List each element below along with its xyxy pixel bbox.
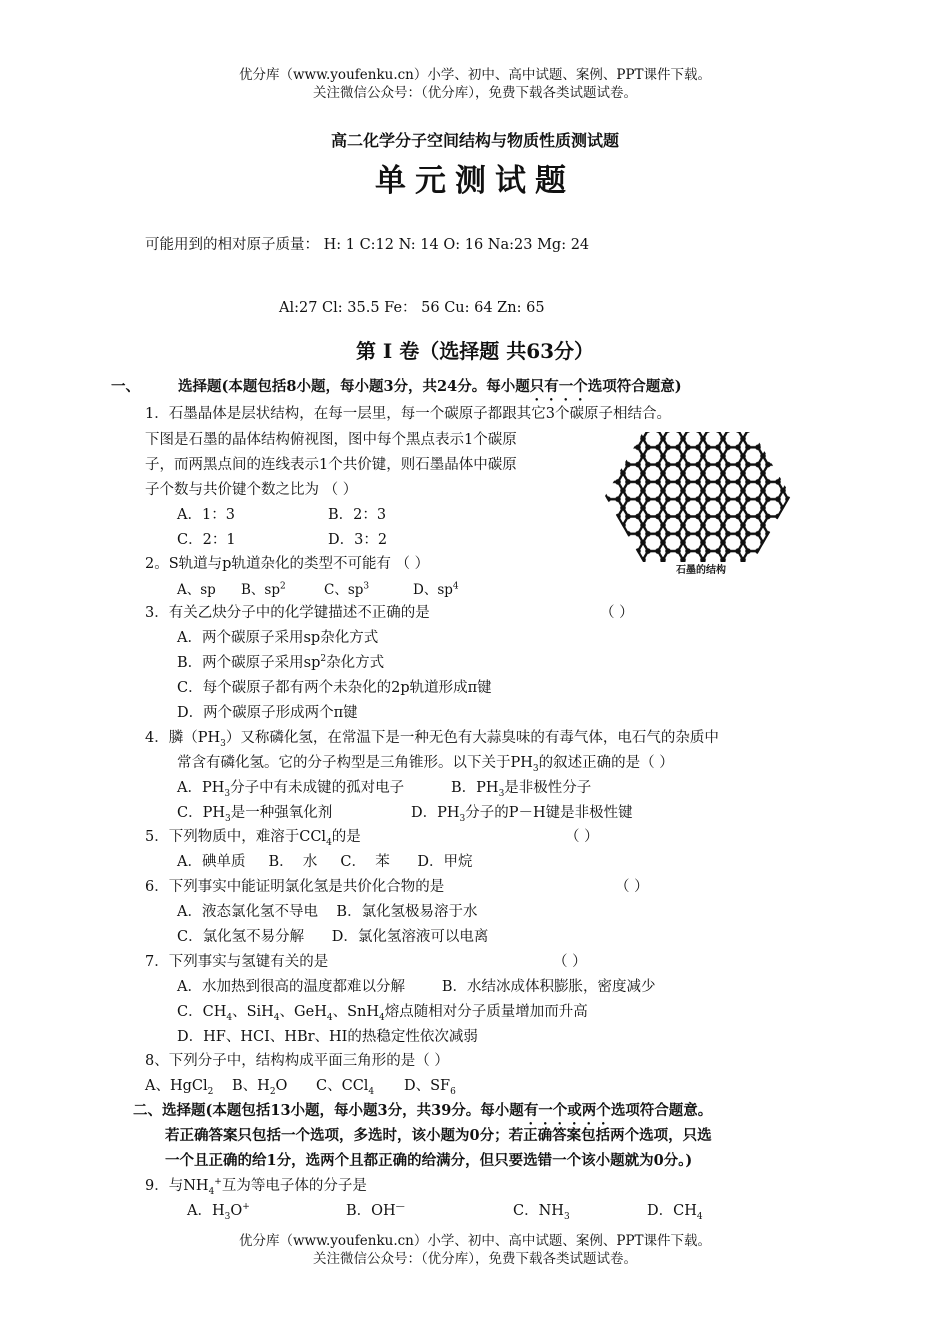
q1-line-4: 子个数与共价键个数之比为 （ ） — [145, 482, 358, 498]
atomic-mass-line-2: Al:27 Cl: 35.5 Fe： 56 Cu: 64 Zn: 65 — [279, 300, 545, 316]
q5-options: A．碘单质 B． 水 C． 苯 D．甲烷 — [177, 854, 473, 870]
q8-option-d: D、$SF_6$ — [404, 1078, 456, 1097]
q9-option-c: C．$NH_3$ — [513, 1203, 570, 1222]
q3-stem: 3．有关乙炔分子中的化学键描述不正确的是 — [145, 605, 430, 621]
q2-option-a: A、sp — [177, 582, 216, 598]
q1-option-d: D．3：2 — [328, 532, 388, 548]
q3-option-d: D．两个碳原子形成两个π键 — [177, 705, 358, 721]
q5-answer-paren: （ ） — [565, 829, 599, 845]
q4-line-1: 4．膦$(PH_3)$又称磷化氢，在常温下是一种无色有大蒜臭味的有毒气体，电石气的杂质中 — [145, 730, 719, 749]
graphite-structure-image — [603, 430, 793, 578]
q3-option-a: A．两个碳原子采用sp杂化方式 — [177, 630, 379, 646]
q8-option-b: B、$H_2O$ — [232, 1078, 288, 1097]
q6-options-cd: C．氯化氢不易分解 D．氯化氢溶液可以电离 — [177, 929, 489, 945]
q4-line-2: 常含有磷化氢。它的分子构型是三角锥形。以下关于$PH_3$的叙述正确的是（ ） — [177, 755, 674, 774]
q8-stem: 8、下列分子中，结构构成平面三角形的是（ ） — [145, 1053, 449, 1069]
footer-line-2: 关注微信公众号：（优分库），免费下载各类试题试卷。 — [313, 1251, 637, 1267]
q6-answer-paren: （ ） — [615, 879, 649, 895]
q2-option-b: B、$sp^2$ — [241, 581, 286, 598]
section-2-heading-line-1: 二、选择题(本题包括13小题，每小题3分，共39分。每小题有一个或两个选项符合题意。 — [133, 1102, 713, 1119]
q2-option-d: D、$sp^4$ — [413, 581, 459, 598]
q9-stem: 9．与$NH_4^+$互为等电子体的分子是 — [145, 1177, 367, 1197]
q1-line-3: 子，而两黑点间的连线表示1个共价键，则石墨晶体中碳原 — [145, 457, 517, 473]
header-line-2: 关注微信公众号：（优分库），免费下载各类试题试卷。 — [313, 85, 637, 101]
q8-option-c: C、CCl$_4$ — [316, 1078, 375, 1097]
graphite-caption: 石墨的结构 — [676, 565, 726, 576]
atomic-mass-line-1: 可能用到的相对原子质量： H: 1 C:12 N: 14 O: 16 Na:23 Mg: 24 — [145, 237, 590, 253]
header-line-1: 优分库（www.youfenku.cn）小学、初中、高中试题、案例、PPT课件下载。 — [238, 67, 712, 83]
q3-option-c: C．每个碳原子都有两个未杂化的2p轨道形成π键 — [177, 680, 492, 696]
q6-options-ab: A．液态氯化氢不导电 B．氯化氢极易溶于水 — [177, 904, 478, 920]
section-2-heading-line-3: 一个且正确的给1分，选两个且都正确的给满分，但只要选错一个该小题就为0分。) — [165, 1152, 693, 1169]
q7-option-d: D．HF、HCI、HBr、HI的热稳定性依次减弱 — [177, 1029, 478, 1045]
q4-option-a: A．$PH_3$分子中有未成键的孤对电子 — [177, 780, 405, 799]
q4-option-b: B．$PH_3$是非极性分子 — [451, 780, 592, 799]
section-1-number: 一、 — [111, 378, 140, 395]
q4-option-d: D．$PH_3$分子的P－H键是非极性键 — [411, 805, 633, 824]
section-1-heading: 选择题(本题包括8小题，每小题3分，共24分。每小题只有一个选项符合题意) — [178, 378, 682, 395]
volume-heading: 第 Ⅰ 卷（选择题 共63分） — [355, 339, 595, 363]
q9-option-d: D．$CH_4$ — [647, 1203, 703, 1222]
q7-stem: 7．下列事实与氢键有关的是 — [145, 954, 329, 970]
section-2-heading-line-2: 若正确答案只包括一个选项，多选时，该小题为0分；若正确答案包括两个选项，只选 — [165, 1127, 712, 1144]
q7-answer-paren: （ ） — [553, 954, 587, 970]
q5-stem: 5．下列物质中，难溶于CCl$_4$的是 — [145, 829, 361, 848]
q4-option-c: C．$PH_3$是一种强氧化剂 — [177, 805, 333, 824]
q3-answer-paren: （ ） — [600, 605, 634, 621]
q8-option-a: A、HgCl$_2$ — [145, 1078, 214, 1097]
q9-option-b: B．OH— — [346, 1202, 405, 1219]
q7-option-c: C．$CH_4$、SiH$_4$、GeH$_4$、SnH$_4$熔点随相对分子质量增加而升高 — [177, 1004, 588, 1023]
q7-options-ab: A．水加热到很高的温度都难以分解 B．水结冰成体积膨胀，密度减少 — [177, 979, 656, 995]
q2-stem: 2。S轨道与p轨道杂化的类型不可能有 （ ） — [145, 556, 430, 572]
q1-option-c: C．2：1 — [177, 532, 236, 548]
q2-option-c: C、$sp^3$ — [324, 581, 370, 598]
q6-stem: 6．下列事实中能证明氯化氢是共价化合物的是 — [145, 879, 445, 895]
q9-option-a: A．$H_3O^+$ — [187, 1202, 250, 1222]
q1-line-1: 1．石墨晶体是层状结构，在每一层里，每一个碳原子都跟其它3个碳原子相结合。 — [145, 406, 671, 422]
subtitle: 高二化学分子空间结构与物质性质测试题 — [330, 131, 619, 150]
page-title: 单元测试题 — [375, 163, 575, 199]
q3-option-b: B．两个碳原子采用$sp^2$杂化方式 — [177, 654, 385, 671]
q1-line-2: 下图是石墨的晶体结构俯视图，图中每个黑点表示1个碳原 — [145, 432, 517, 448]
q1-option-b: B．2：3 — [328, 507, 387, 523]
q1-option-a: A．1：3 — [177, 507, 235, 523]
footer-line-1: 优分库（www.youfenku.cn）小学、初中、高中试题、案例、PPT课件下载。 — [238, 1233, 712, 1249]
